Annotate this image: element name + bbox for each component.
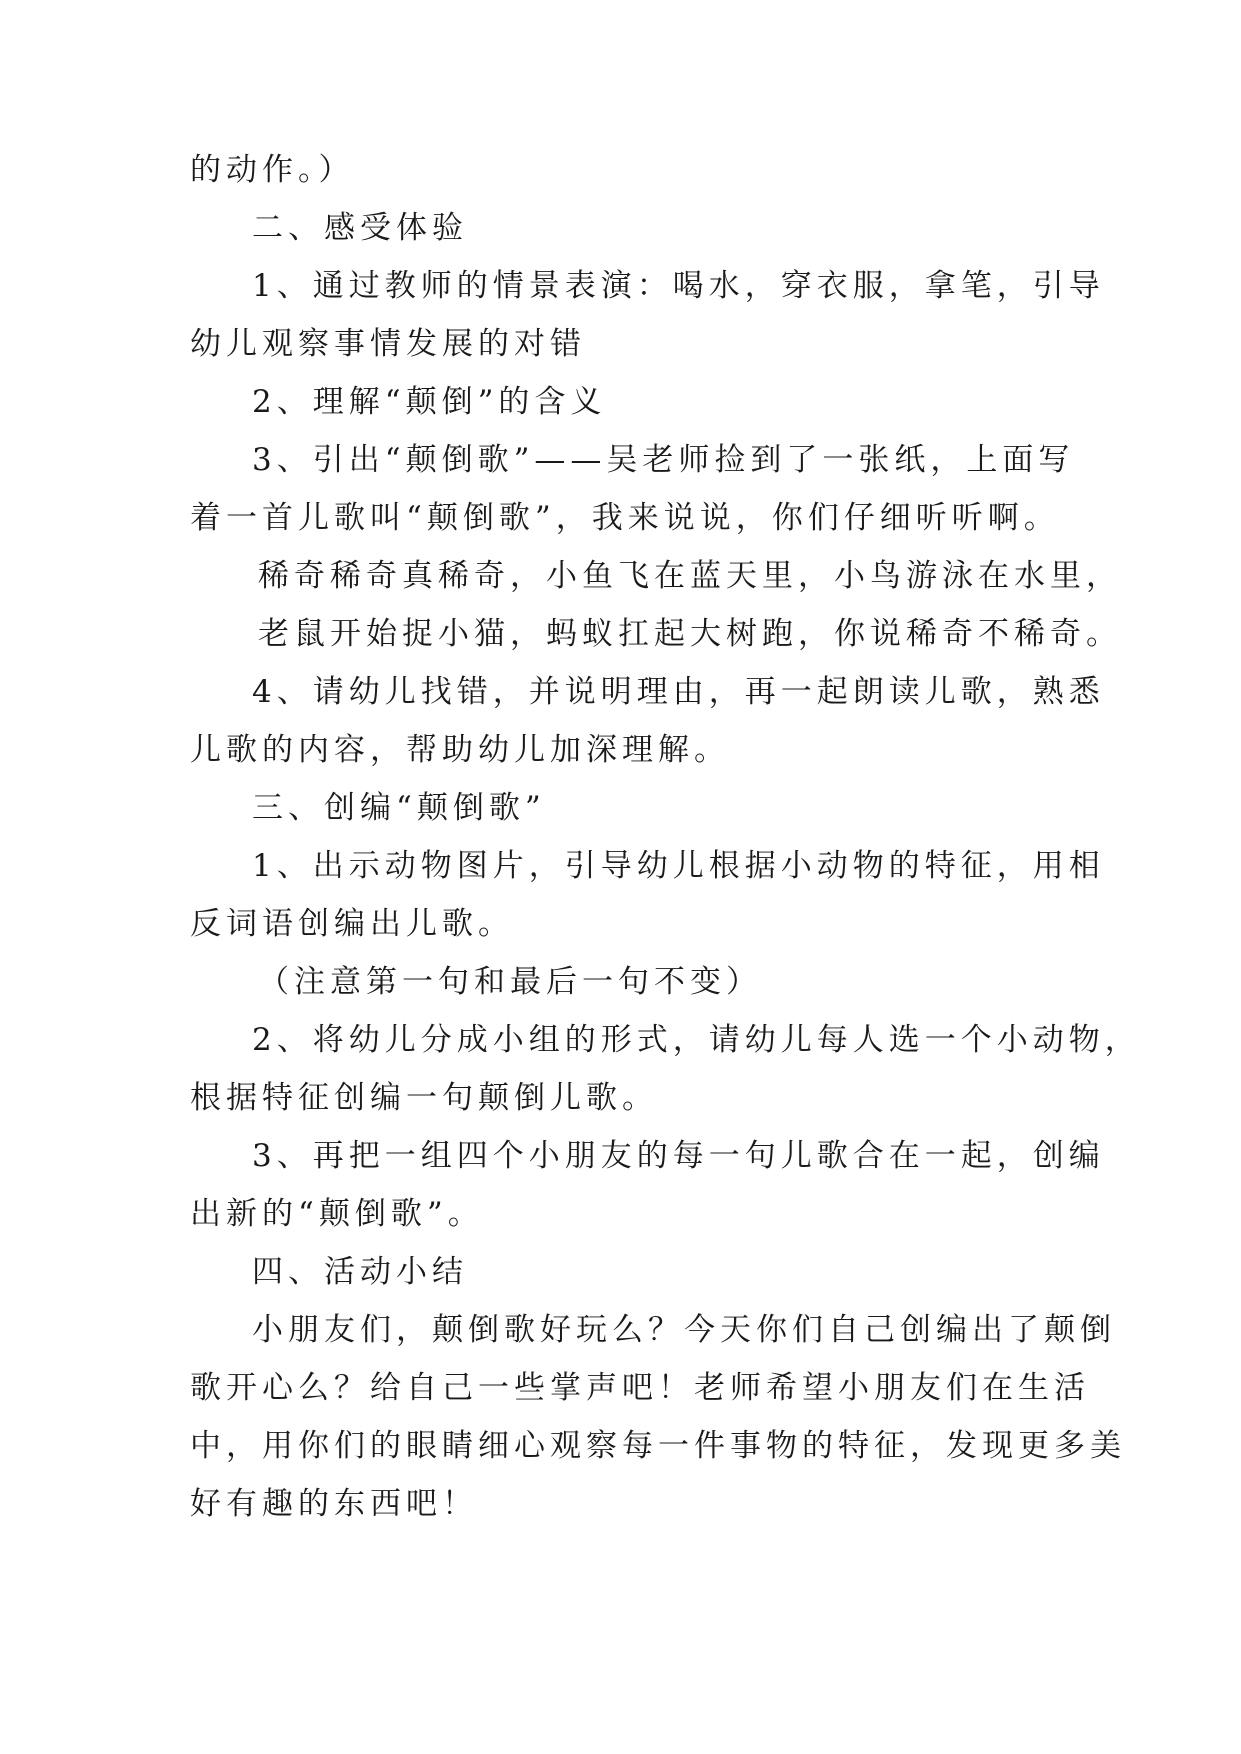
text-line: 3、引出“颠倒歌”——吴老师捡到了一张纸，上面写 (252, 442, 1075, 478)
poem-line: 稀奇稀奇真稀奇，小鱼飞在蓝天里，小鸟游泳在水里， (258, 558, 1122, 594)
section-heading-4: 四、活动小结 (252, 1254, 468, 1290)
text-line: 中，用你们的眼睛细心观察每一件事物的特征，发现更多美 (190, 1428, 1126, 1464)
text-line: 根据特征创编一句颠倒儿歌。 (190, 1080, 658, 1116)
text-line: 2、理解“颠倒”的含义 (252, 384, 607, 420)
text-line: 的动作。） (190, 152, 355, 188)
text-line: 1、出示动物图片，引导幼儿根据小动物的特征，用相 (252, 848, 1105, 884)
text-line: 儿歌的内容，帮助幼儿加深理解。 (190, 732, 730, 768)
text-line: 4、请幼儿找错，并说明理由，再一起朗读儿歌，熟悉 (252, 674, 1105, 710)
note-line: （注意第一句和最后一句不变） (258, 964, 762, 1000)
text-line: 反词语创编出儿歌。 (190, 906, 514, 942)
text-line: 出新的“颠倒歌”。 (190, 1196, 484, 1232)
section-heading-3: 三、创编“颠倒歌” (252, 790, 546, 826)
text-line: 幼儿观察事情发展的对错 (190, 326, 586, 362)
text-line: 好有趣的东西吧！ (190, 1486, 478, 1522)
text-line: 着一首儿歌叫“颠倒歌”，我来说说，你们仔细听听啊。 (190, 500, 1060, 536)
text-line: 2、将幼儿分成小组的形式，请幼儿每人选一个小动物， (252, 1022, 1141, 1058)
text-line: 3、再把一组四个小朋友的每一句儿歌合在一起，创编 (252, 1138, 1105, 1174)
text-line: 1、通过教师的情景表演：喝水，穿衣服，拿笔，引导 (252, 268, 1105, 304)
text-line: 小朋友们，颠倒歌好玩么？今天你们自己创编出了颠倒 (252, 1312, 1116, 1348)
poem-line: 老鼠开始捉小猫，蚂蚁扛起大树跑，你说稀奇不稀奇。 (258, 616, 1122, 652)
text-line: 歌开心么？给自己一些掌声吧！老师希望小朋友们在生活 (190, 1370, 1090, 1406)
section-heading-2: 二、感受体验 (252, 210, 468, 246)
